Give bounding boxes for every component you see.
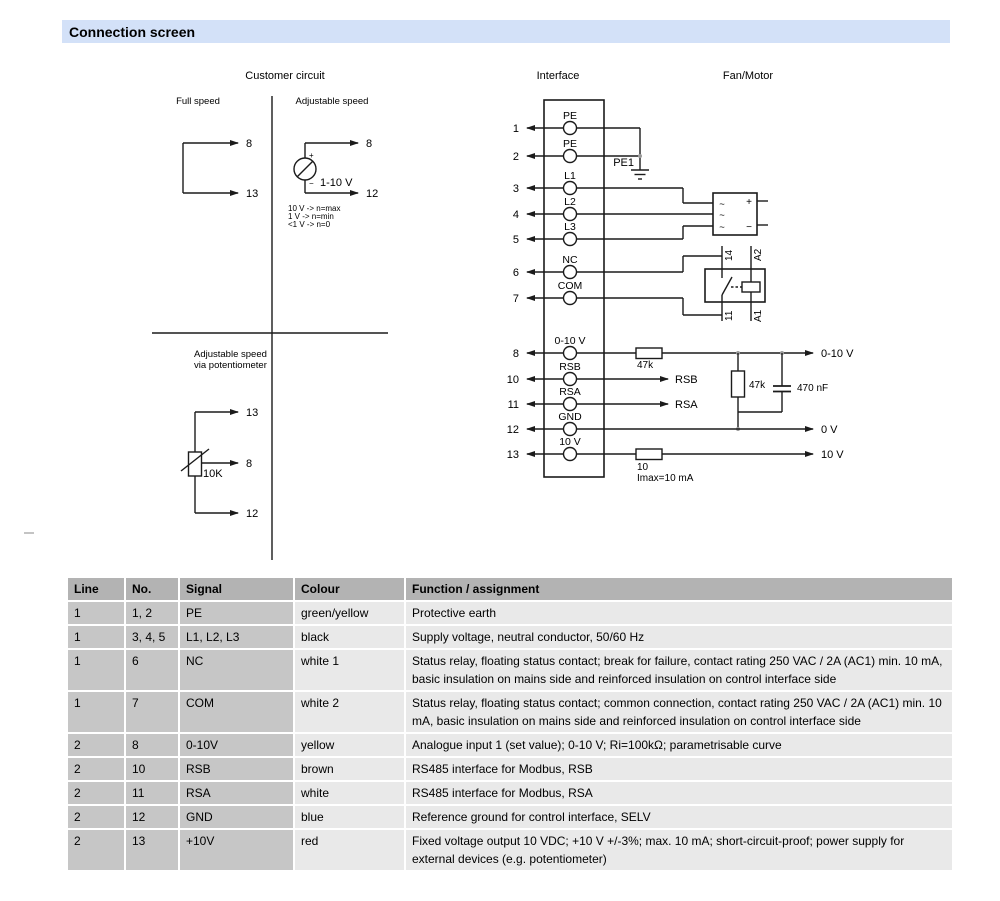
source-range-label: 1-10 V bbox=[320, 177, 353, 189]
cell-colour: brown bbox=[295, 758, 404, 780]
cell-no: 1, 2 bbox=[126, 602, 178, 624]
cell-no: 3, 4, 5 bbox=[126, 626, 178, 648]
cell-signal: GND bbox=[180, 806, 293, 828]
adjustable-terminal-8: 8 bbox=[366, 138, 373, 150]
cell-signal: L1, L2, L3 bbox=[180, 626, 293, 648]
full-speed-terminal-13: 13 bbox=[246, 188, 259, 200]
cell-signal: RSA bbox=[180, 782, 293, 804]
interface-title: Interface bbox=[536, 70, 580, 82]
cell-function: Protective earth bbox=[406, 602, 952, 624]
terminal-number: 4 bbox=[512, 209, 519, 221]
note-nzero: <1 V -> n=0 bbox=[288, 220, 331, 229]
full-speed-terminal-8: 8 bbox=[246, 138, 253, 150]
motor-phase-symbol: ~ bbox=[719, 199, 725, 210]
terminal-label: L3 bbox=[564, 221, 576, 233]
cell-colour: black bbox=[295, 626, 404, 648]
col-header-signal: Signal bbox=[180, 578, 293, 600]
cell-line: 2 bbox=[68, 830, 124, 870]
cell-colour: white bbox=[295, 782, 404, 804]
col-header-no: No. bbox=[126, 578, 178, 600]
motor-phase-symbol: ~ bbox=[719, 210, 725, 221]
cell-function: Fixed voltage output 10 VDC; +10 V +/-3%; max. 10 mA; short-circuit-proof; power supply for external devices (e.g. potentiometer) bbox=[406, 830, 952, 870]
col-header-colour: Colour bbox=[295, 578, 404, 600]
capacitor-value: 470 nF bbox=[797, 383, 829, 394]
cell-no: 12 bbox=[126, 806, 178, 828]
full-speed-label: Full speed bbox=[176, 96, 220, 107]
pot-value-label: 10K bbox=[203, 468, 223, 480]
customer-circuit-diagram bbox=[24, 70, 388, 560]
cell-line: 2 bbox=[68, 734, 124, 756]
output-10v-label: 10 V bbox=[821, 449, 844, 461]
pot-terminal-13: 13 bbox=[246, 407, 259, 419]
cell-no: 8 bbox=[126, 734, 178, 756]
cell-no: 13 bbox=[126, 830, 178, 870]
customer-circuit-title: Customer circuit bbox=[245, 70, 325, 82]
relay-contact-14-label: 14 bbox=[724, 249, 735, 261]
col-header-line: Line bbox=[68, 578, 124, 600]
terminal-number: 11 bbox=[507, 399, 519, 411]
rsb-output-label: RSB bbox=[675, 374, 698, 386]
terminal-number: 13 bbox=[506, 449, 519, 461]
supply-resistor-value: 10 bbox=[637, 462, 649, 473]
control-signal-network bbox=[604, 348, 854, 484]
terminal-label: PE bbox=[562, 138, 578, 150]
cell-function: Reference ground for control interface, SELV bbox=[406, 806, 952, 828]
terminal-label: 0-10 V bbox=[554, 335, 586, 347]
relay-contact-11-label: 11 bbox=[724, 310, 735, 321]
source-minus-sign: − bbox=[309, 179, 314, 188]
relay-coil-a2-label: A2 bbox=[753, 248, 764, 261]
cell-function: RS485 interface for Modbus, RSA bbox=[406, 782, 952, 804]
interface-diagram bbox=[507, 70, 649, 477]
pot-label-line1: Adjustable speed bbox=[194, 349, 267, 360]
terminal-number: 8 bbox=[512, 348, 519, 360]
cell-signal: RSB bbox=[180, 758, 293, 780]
shunt-resistor-symbol bbox=[732, 371, 745, 397]
note-nmin: 1 V -> n=min bbox=[288, 212, 334, 221]
adjustable-terminal-12: 12 bbox=[366, 188, 379, 200]
terminal-label: PE bbox=[562, 110, 578, 122]
terminal-number: 1 bbox=[512, 123, 519, 135]
series-resistor-symbol bbox=[636, 348, 662, 359]
relay-coil-symbol bbox=[742, 282, 760, 292]
cell-line: 2 bbox=[68, 806, 124, 828]
note-nmax: 10 V -> n=max bbox=[288, 204, 341, 213]
output-0-10v-label: 0-10 V bbox=[821, 348, 854, 360]
pot-label-line2: via potentiometer bbox=[194, 360, 267, 371]
series-resistor-value: 47k bbox=[637, 360, 654, 371]
cell-colour: blue bbox=[295, 806, 404, 828]
cell-signal: NC bbox=[180, 650, 293, 690]
signal-assignment-table bbox=[68, 578, 952, 870]
cell-function: RS485 interface for Modbus, RSB bbox=[406, 758, 952, 780]
terminal-label: 10 V bbox=[559, 436, 581, 448]
terminal-number: 3 bbox=[512, 183, 519, 195]
cell-colour: yellow bbox=[295, 734, 404, 756]
cell-function: Status relay, floating status contact; break for failure, contact rating 250 VAC / 2A (AC1) min. 10 mA, basic insulation on mains side and reinforced insulation on control interface side bbox=[406, 650, 952, 690]
terminal-label: L1 bbox=[564, 170, 576, 182]
cell-colour: white 1 bbox=[295, 650, 404, 690]
fan-motor-title: Fan/Motor bbox=[722, 70, 774, 82]
cell-no: 6 bbox=[126, 650, 178, 690]
cell-line: 2 bbox=[68, 782, 124, 804]
supply-resistor-symbol bbox=[636, 449, 662, 460]
fan-motor-diagram bbox=[604, 70, 773, 322]
terminal-number: 10 bbox=[506, 374, 519, 386]
cell-colour: green/yellow bbox=[295, 602, 404, 624]
cell-no: 7 bbox=[126, 692, 178, 732]
cell-colour: red bbox=[295, 830, 404, 870]
cell-no: 11 bbox=[126, 782, 178, 804]
motor-phase-symbol: ~ bbox=[719, 222, 725, 233]
cell-signal: PE bbox=[180, 602, 293, 624]
terminal-label: RSA bbox=[559, 386, 581, 398]
cell-function: Status relay, floating status contact; common connection, contact rating 250 VAC / 2A (AC1) min. 10 mA, basic insulation on mains side and reinforced insulation on control interface side bbox=[406, 692, 952, 732]
terminal-label: COM bbox=[557, 280, 583, 292]
cell-no: 10 bbox=[126, 758, 178, 780]
col-header-function: Function / assignment bbox=[406, 578, 952, 600]
pe1-label: PE1 bbox=[613, 157, 634, 169]
terminal-number: 12 bbox=[506, 424, 519, 436]
pot-terminal-8: 8 bbox=[246, 458, 253, 470]
terminal-number: 7 bbox=[512, 293, 519, 305]
cell-signal: 0-10V bbox=[180, 734, 293, 756]
cell-line: 1 bbox=[68, 602, 124, 624]
cell-line: 1 bbox=[68, 626, 124, 648]
shunt-resistor-value: 47k bbox=[749, 380, 766, 391]
output-0v-label: 0 V bbox=[821, 424, 838, 436]
terminal-number: 2 bbox=[512, 151, 519, 163]
terminal-number: 6 bbox=[512, 267, 519, 279]
cell-function: Supply voltage, neutral conductor, 50/60 Hz bbox=[406, 626, 952, 648]
relay-coil-a1-label: A1 bbox=[753, 309, 764, 322]
terminal-label: L2 bbox=[564, 196, 576, 208]
cell-line: 1 bbox=[68, 650, 124, 690]
motor-plus-sign: + bbox=[746, 197, 752, 208]
motor-minus-sign: − bbox=[746, 222, 752, 233]
cell-function: Analogue input 1 (set value); 0-10 V; Ri=100kΩ; parametrisable curve bbox=[406, 734, 952, 756]
terminal-label: NC bbox=[562, 254, 578, 266]
rsa-output-label: RSA bbox=[675, 399, 698, 411]
terminal-number: 5 bbox=[512, 234, 519, 246]
source-plus-sign: + bbox=[309, 151, 314, 160]
terminal-label: RSB bbox=[559, 361, 581, 373]
page-title: Connection screen bbox=[69, 23, 196, 40]
cell-line: 1 bbox=[68, 692, 124, 732]
pot-terminal-12: 12 bbox=[246, 508, 259, 520]
cell-signal: COM bbox=[180, 692, 293, 732]
cell-colour: white 2 bbox=[295, 692, 404, 732]
imax-label: Imax=10 mA bbox=[637, 473, 694, 484]
cell-signal: +10V bbox=[180, 830, 293, 870]
cell-line: 2 bbox=[68, 758, 124, 780]
terminal-label: GND bbox=[558, 411, 582, 423]
adjustable-speed-label: Adjustable speed bbox=[295, 96, 369, 107]
